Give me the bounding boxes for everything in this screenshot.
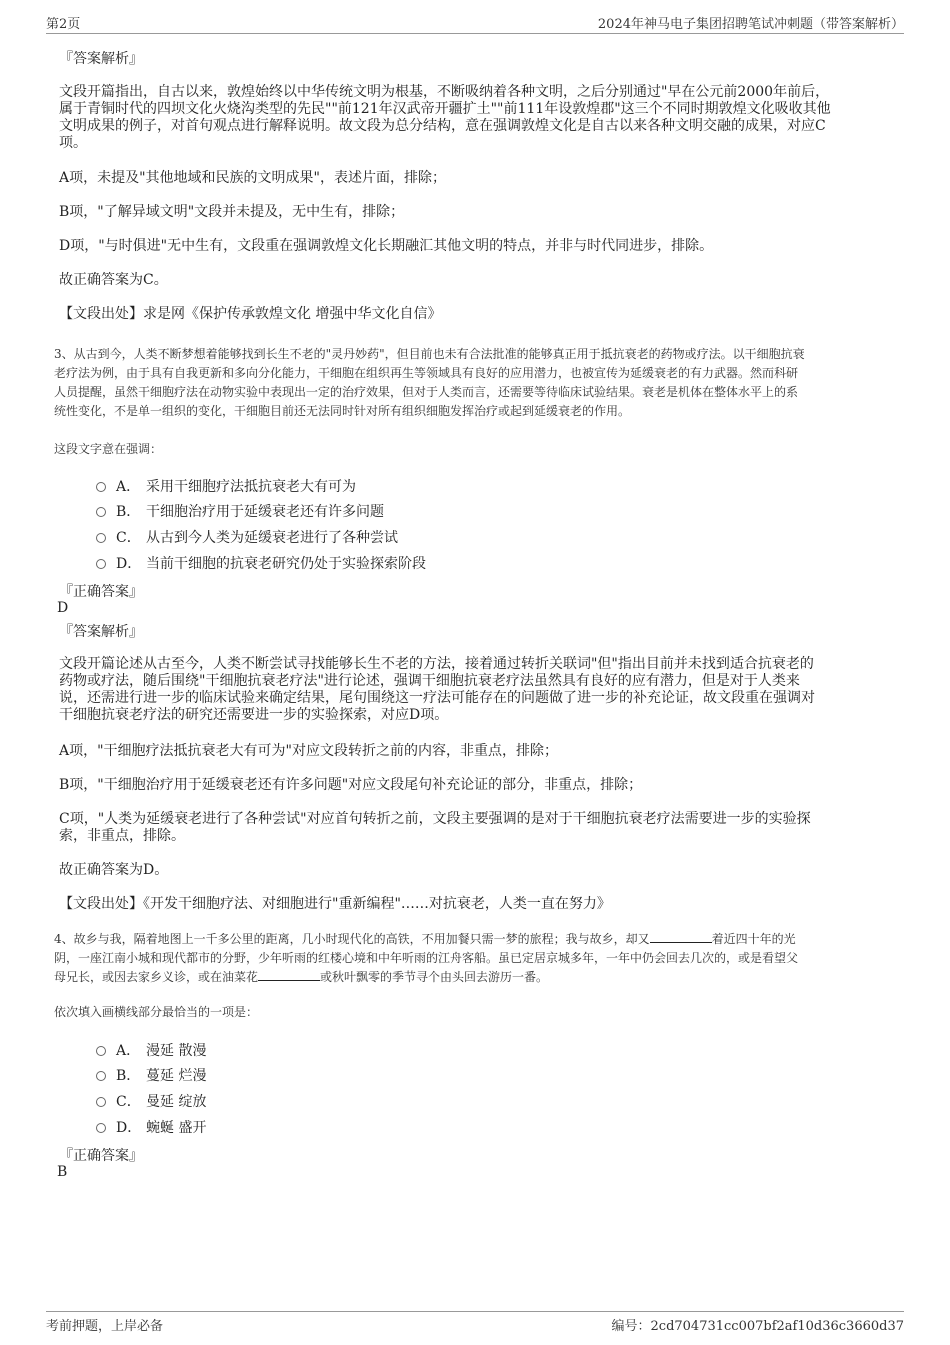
analysis-line: 文明成果的例子，对首句观点进行解释说明。故文段为总分结构，意在强调敦煌文化是自古以来各种文明交融的成果，对应C: [59, 118, 826, 134]
source: 【文段出处】《开发干细胞疗法、对细胞进行"重新编程"……对抗衰老，人类一直在努力》: [59, 896, 611, 912]
analysis-line: 文段开篇论述从古至今，人类不断尝试寻找能够长生不老的方法，接着通过转折关联词"但"指出目前并未找到适合抗衰老的: [59, 656, 814, 672]
radio-icon[interactable]: [96, 533, 106, 543]
correct-answer: B: [57, 1164, 68, 1180]
question-line: 母兄长，或因去家乡义诊，或在油菜花 或秋叶飘零的季节寻个由头回去游历一番。: [54, 970, 549, 984]
option-b-note: B项，"干细胞治疗用于延缓衰老还有许多问题"对应文段尾句补充论证的部分，非重点，排除；: [59, 777, 643, 793]
note-line: C项，"人类为延缓衰老进行了各种尝试"对应首句转折之前，文段主要强调的是对于干细胞抗衰老疗法需要进一步的实验探: [59, 811, 811, 827]
page-number: 第2页: [46, 17, 81, 32]
analysis-line: 属于青铜时代的四坝文化火烧沟类型的先民""前121年汉武帝开疆扩土""前111年设敦煌郡"这三个不同时期敦煌文化吸收其他: [59, 101, 831, 117]
analysis-line: 干细胞抗衰老疗法的研究还需要进一步的实验探索，对应D项。: [59, 707, 449, 723]
question-4-text: [54, 930, 798, 987]
analysis-text: [59, 84, 831, 152]
option-d[interactable]: D． 蜿蜒 盛开: [96, 1117, 206, 1137]
fill-blank: [258, 970, 320, 981]
option-c[interactable]: C． 从古到今人类为延缓衰老进行了各种尝试: [96, 527, 398, 547]
option-d-note: D项，"与时俱进"无中生有，文段重在强调敦煌文化长期融汇其他文明的特点，并非与时代同进步，排除。: [59, 238, 714, 254]
question-line: 4、故乡与我，隔着地图上一千多公里的距离，几小时现代化的高铁，不用加餐只需一梦的旅程；我与故乡，却又 着近四十年的光: [54, 932, 796, 946]
footer-divider: [46, 1311, 904, 1312]
option-b-note: B项，"了解异域文明"文段并未提及，无中生有，排除；: [59, 204, 405, 220]
source: 【文段出处】求是网《保护传承敦煌文化 增强中华文化自信》: [59, 306, 442, 322]
option-a[interactable]: A． 漫延 散漫: [96, 1040, 206, 1060]
option-a[interactable]: A． 采用干细胞疗法抵抗衰老大有可为: [96, 476, 356, 496]
option-a-note: A项，"干细胞疗法抵抗衰老大有可为"对应文段转折之前的内容，非重点，排除；: [59, 743, 558, 759]
question-line: 3、从古到今，人类不断梦想着能够找到长生不老的"灵丹妙药"，但目前也未有合法批准的能够真正用于抵抗衰老的药物或疗法。以干细胞抗衰: [54, 347, 805, 361]
option-c-note: [59, 811, 811, 845]
radio-icon[interactable]: [96, 1046, 106, 1056]
analysis-line: 项。: [59, 135, 87, 151]
question-line: 老疗法为例，由于具有自我更新和多向分化能力，干细胞在组织再生等领域具有良好的应用潜力，也被宣传为延缓衰老的有力武器。然而科研: [54, 366, 799, 380]
analysis-line: 文段开篇指出，自古以来，敦煌始终以中华传统文明为根基，不断吸纳着各种文明，之后分别通过"早在公元前2000年前后，: [59, 84, 830, 100]
option-d[interactable]: D． 当前干细胞的抗衰老研究仍处于实验探索阶段: [96, 553, 426, 573]
analysis-label: 『答案解析』: [59, 51, 143, 67]
header-divider: [46, 33, 904, 34]
correct-answer-label: 『正确答案』: [59, 1148, 143, 1164]
footer-slogan: 考前押题，上岸必备: [46, 1319, 164, 1334]
correct-answer-label: 『正确答案』: [59, 584, 143, 600]
option-c[interactable]: C． 曼延 绽放: [96, 1091, 206, 1111]
conclusion: 故正确答案为D。: [59, 862, 169, 878]
question-prompt: 这段文字意在强调：: [54, 442, 163, 456]
question-prompt: 依次填入画横线部分最恰当的一项是：: [54, 1005, 259, 1019]
correct-answer: D: [57, 600, 69, 616]
question-line: 统性变化，不是单一组织的变化，干细胞目前还无法同时针对所有组织细胞发挥治疗或起到延缓衰老的作用。: [54, 404, 631, 418]
radio-icon[interactable]: [96, 1123, 106, 1133]
analysis-label: 『答案解析』: [59, 624, 143, 640]
radio-icon[interactable]: [96, 1071, 106, 1081]
document-title: 2024年神马电子集团招聘笔试冲刺题（带答案解析）: [597, 17, 904, 32]
analysis-line: 药物或疗法，随后围绕"干细胞抗衰老疗法"进行论述，强调干细胞抗衰老疗法虽然具有良好的应有潜力，但是对于人类来: [59, 673, 800, 689]
note-line: 索，非重点，排除。: [59, 828, 185, 844]
conclusion: 故正确答案为C。: [59, 272, 168, 288]
radio-icon[interactable]: [96, 482, 106, 492]
question-line: 人员提醒，虽然干细胞疗法在动物实验中表现出一定的治疗效果，但对于人类而言，还需要等待临床试验结果。衰老是机体在整体水平上的系: [54, 385, 799, 399]
document-id: 编号：2cd704731cc007bf2af10d36c3660d37: [611, 1319, 904, 1334]
analysis-text: [59, 656, 815, 724]
radio-icon[interactable]: [96, 559, 106, 569]
question-3-text: [54, 345, 805, 421]
radio-icon[interactable]: [96, 1097, 106, 1107]
option-a-note: A项，未提及"其他地域和民族的文明成果"，表述片面，排除；: [59, 170, 446, 186]
radio-icon[interactable]: [96, 507, 106, 517]
question-line: 阴，一座江南小城和现代都市的分野，少年听雨的红楼心境和中年听雨的江舟客船。虽已定居京城多年，一年中仍会回去几次的，或是看望父: [54, 951, 799, 965]
option-b[interactable]: B． 干细胞治疗用于延缓衰老还有许多问题: [96, 501, 384, 521]
analysis-line: 说，还需进行进一步的临床试验来确定结果，尾句围绕这一疗法可能存在的问题做了进一步的补充论证，故文段重在强调对: [59, 690, 815, 706]
fill-blank: [650, 932, 712, 943]
option-b[interactable]: B． 蔓延 烂漫: [96, 1065, 206, 1085]
